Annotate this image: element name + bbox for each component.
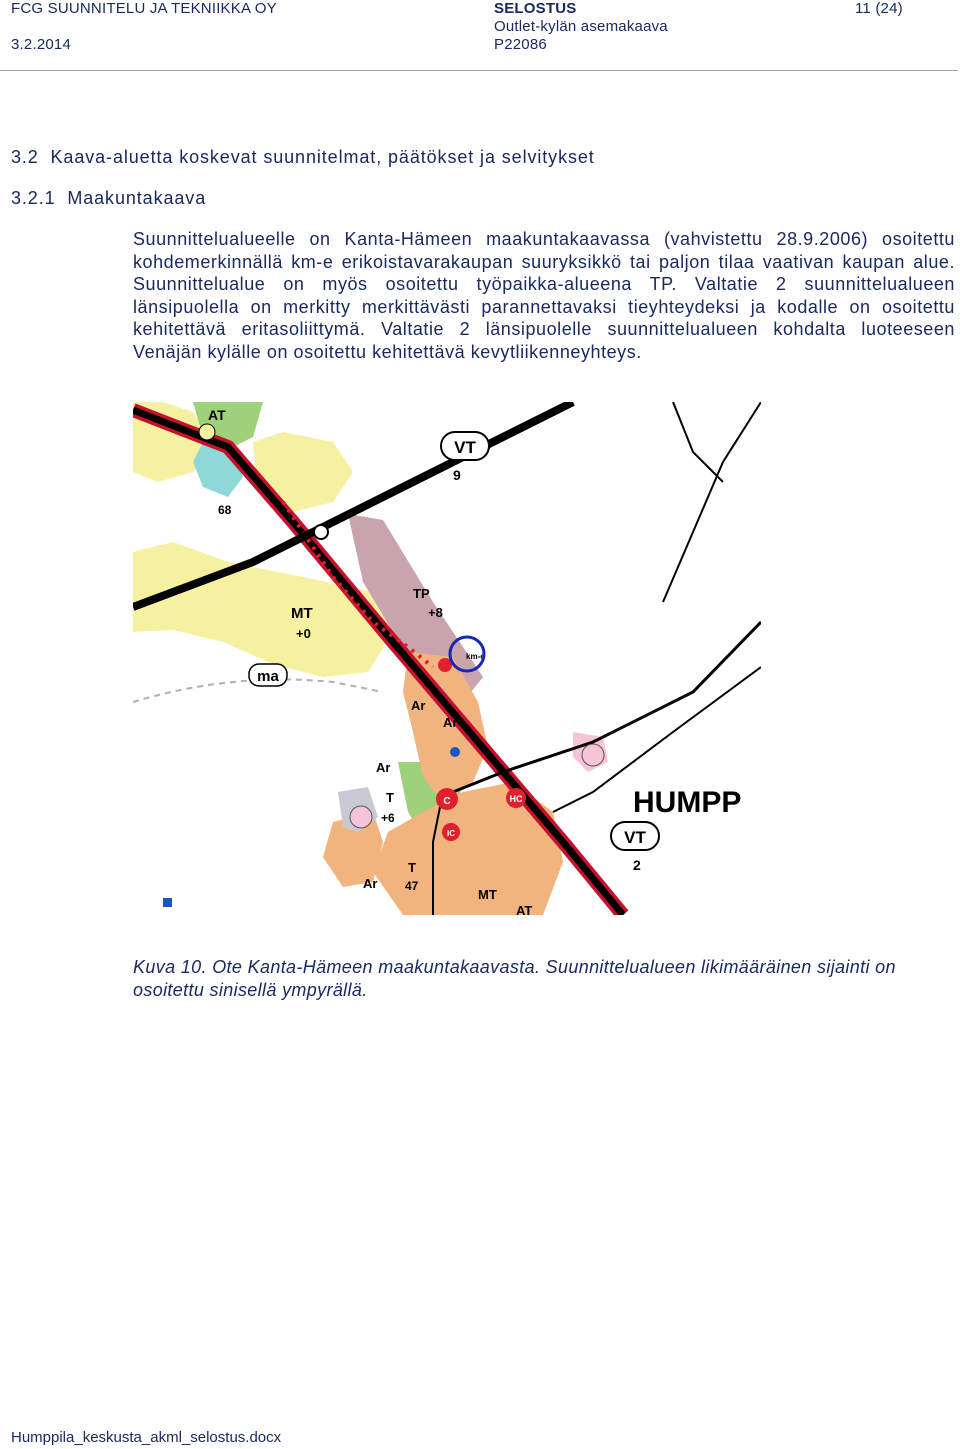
label-mt: MT [291, 605, 313, 622]
interchange-symbol [314, 525, 328, 539]
label-mt-num: +0 [296, 626, 311, 641]
label-town: HUMPP [633, 786, 742, 819]
pink-symbol [350, 806, 372, 828]
label-ma: ma [257, 668, 279, 685]
label-ar-4: Ar [363, 876, 378, 891]
label-ic: IC [447, 829, 455, 838]
company-name: FCG SUUNNITELU JA TEKNIIKKA OY [11, 0, 277, 17]
vt-label-bottom: VT [624, 828, 646, 847]
project-name: Outlet-kylän asemakaava [494, 18, 668, 35]
blue-dot [450, 747, 460, 757]
subsection-heading: 3.2.1 Maakuntakaava [11, 188, 207, 208]
regional-plan-map [133, 402, 761, 915]
section-heading: 3.2 Kaava-aluetta koskevat suunnitelmat, päätökset ja selvitykset [11, 147, 595, 167]
label-c: C [443, 796, 451, 807]
label-ar-3: Ar [376, 760, 391, 775]
label-t2: T [408, 860, 416, 875]
label-t2-num: 47 [405, 879, 419, 893]
label-at-top: AT [208, 407, 226, 423]
label-68: 68 [218, 503, 232, 517]
document-date: 3.2.2014 [11, 36, 71, 53]
footer-filename: Humppila_keskusta_akml_selostus.docx [11, 1429, 282, 1446]
label-at-bottom: AT [516, 903, 533, 915]
label-tp-num: +8 [428, 605, 443, 620]
map-svg [133, 402, 761, 915]
body-paragraph: Suunnittelualueelle on Kanta-Hämeen maakuntakaavassa (vahvistettu 28.9.2006) osoitettu kohdemerkinnällä km-e erikoistavarakaupan suuryksikkö tai paljon tilaa vaativan kaupan alue. Suunnittelualue on myös osoitettu työpaikka-alueena TP. Valtatie 2 suunnittelualueen länsipuolella on merkitty merkittävästi parannettavaksi tieyhteydeksi ja kodalle on osoitettu kehitettävä eritasoliittymä. Valtatie 2 länsipuolelle suunnittelualueen kohdalta luoteeseen Venäjän kylälle on osoitettu kehitettävä kevytliikenneyhteys. [133, 229, 955, 362]
page-number: 11 (24) [855, 0, 903, 17]
label-kme: km-e [466, 652, 485, 661]
label-hc: HC [509, 794, 523, 804]
label-t: T [386, 790, 394, 805]
vt-label-top: VT [454, 438, 476, 457]
label-tp: TP [413, 586, 430, 601]
vt2-number: 2 [633, 857, 641, 873]
vt9-number: 9 [453, 467, 461, 483]
at-symbol [199, 424, 215, 440]
document-type: SELOSTUS [494, 0, 577, 17]
label-t-num: +6 [381, 811, 395, 825]
blue-square [163, 898, 172, 907]
figure-caption: Kuva 10. Ote Kanta-Hämeen maakuntakaavasta. Suunnittelualueen likimääräinen sijainti on osoitettu sinisellä ympyrällä. [133, 957, 896, 1000]
label-mt-2: MT [478, 887, 497, 902]
label-ar-1: Ar [411, 698, 426, 713]
header-divider [0, 70, 958, 71]
project-code: P22086 [494, 36, 547, 53]
pink-symbol-2 [582, 744, 604, 766]
label-ar-2: Ar [443, 715, 458, 730]
